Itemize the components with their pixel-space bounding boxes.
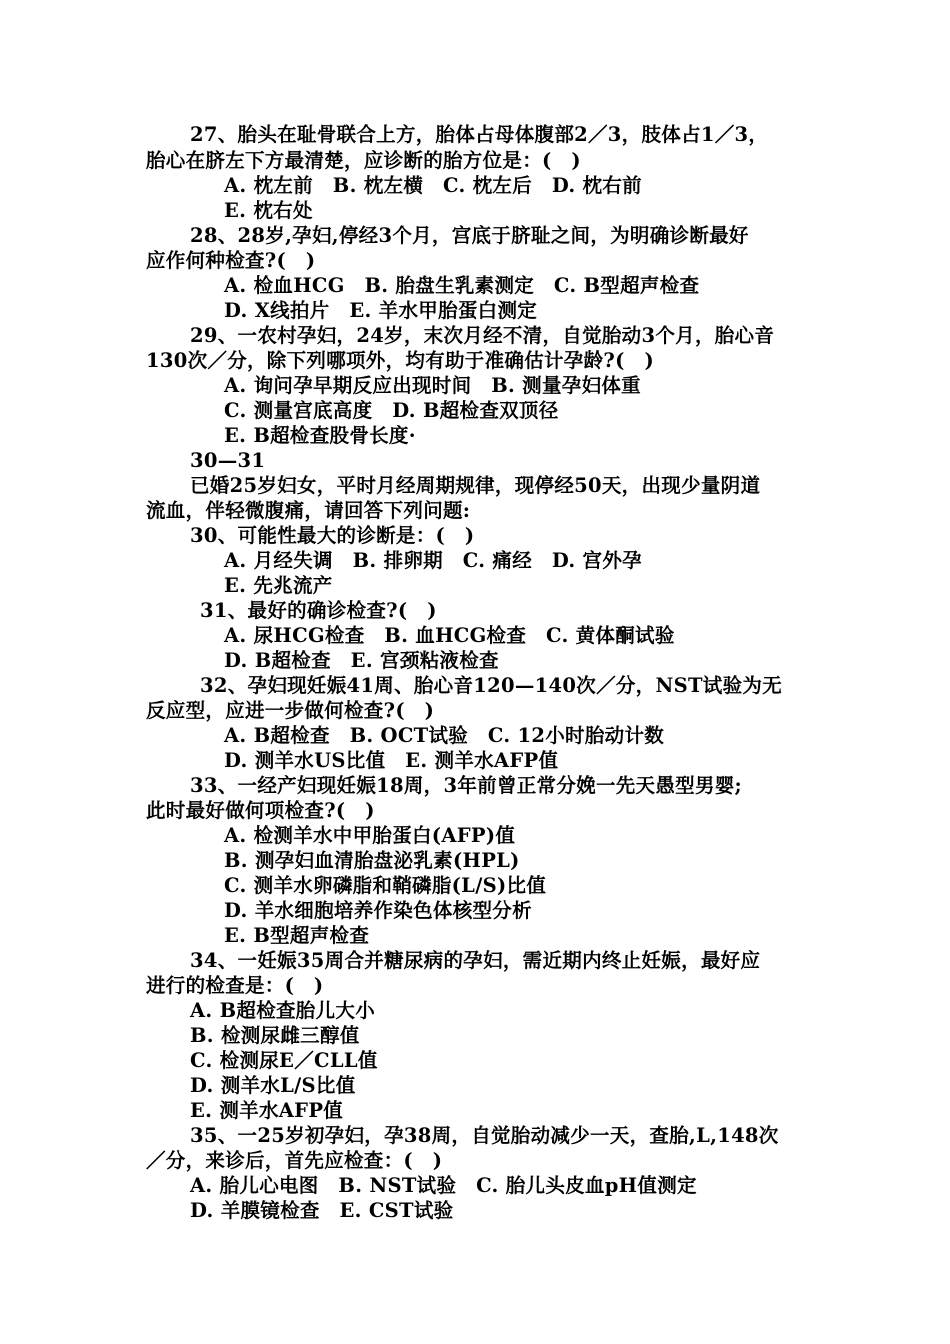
group-30-31-stem-line-1: 已婚25岁妇女，平时月经周期规律，现停经50天，出现少量阴道	[190, 474, 761, 497]
q30-options-a-d: A. 月经失调 B. 排卵期 C. 痛经 D. 宫外孕	[224, 549, 642, 572]
q35-options-d-e: D. 羊膜镜检查 E. CST试验	[190, 1199, 454, 1222]
q35-line-1: 35、一25岁初孕妇，孕38周，自觉胎动减少一天，查胎,L,148次	[190, 1124, 779, 1147]
q30-option-e: E. 先兆流产	[224, 574, 333, 597]
q34-option-b: B. 检测尿雌三醇值	[190, 1024, 360, 1047]
q34-line-1: 34、一妊娠35周合并糖尿病的孕妇，需近期内终止妊娠，最好应	[190, 949, 761, 972]
q28-line-2: 应作何种检查?( )	[146, 249, 316, 272]
q33-line-1: 33、一经产妇现妊娠18周，3年前曾正常分娩一先天愚型男婴;	[190, 774, 743, 797]
q28-options-a-c: A. 检血HCG B. 胎盘生乳素测定 C. B型超声检查	[224, 274, 700, 297]
q32-options-a-c: A. B超检查 B. OCT试验 C. 12小时胎动计数	[224, 724, 665, 747]
q30-line-1: 30、可能性最大的诊断是：( )	[190, 524, 475, 547]
q27-options-a-d: A. 枕左前 B. 枕左横 C. 枕左后 D. 枕右前	[224, 174, 642, 197]
q27-line-2: 胎心在脐左下方最清楚，应诊断的胎方位是：( )	[146, 149, 581, 172]
q32-options-d-e: D. 测羊水US比值 E. 测羊水AFP值	[224, 749, 559, 772]
q29-options-a-b: A. 询问孕早期反应出现时间 B. 测量孕妇体重	[224, 374, 641, 397]
q29-options-c-d: C. 测量宫底高度 D. B超检查双顶径	[224, 399, 559, 422]
q29-line-2: 130次／分，除下列哪项外，均有助于准确估计孕龄?( )	[146, 349, 654, 372]
q31-options-a-c: A. 尿HCG检查 B. 血HCG检查 C. 黄体酮试验	[224, 624, 675, 647]
q32-line-2: 反应型，应进一步做何检查?( )	[146, 699, 435, 722]
q34-line-2: 进行的检查是：( )	[146, 974, 324, 997]
q35-line-2: ／分，来诊后，首先应检查：( )	[146, 1149, 443, 1172]
group-30-31-heading: 30—31	[190, 449, 266, 472]
q28-line-1: 28、28岁,孕妇,停经3个月，宫底于脐耻之间，为明确诊断最好	[190, 224, 749, 247]
q32-line-1: 32、孕妇现妊娠41周、胎心音120—140次／分，NST试验为无	[200, 674, 782, 697]
q29-option-e: E. B超检查股骨长度·	[224, 424, 416, 447]
q34-option-a: A. B超检查胎儿大小	[190, 999, 375, 1022]
q28-options-d-e: D. X线拍片 E. 羊水甲胎蛋白测定	[224, 299, 538, 322]
q33-option-d: D. 羊水细胞培养作染色体核型分析	[224, 899, 532, 922]
q33-option-c: C. 测羊水卵磷脂和鞘磷脂(L/S)比值	[224, 874, 547, 897]
q29-line-1: 29、一农村孕妇，24岁，末次月经不清，自觉胎动3个月，胎心音	[190, 324, 775, 347]
q33-option-b: B. 测孕妇血清胎盘泌乳素(HPL)	[224, 849, 520, 872]
group-30-31-stem-line-2: 流血，伴轻微腹痛，请回答下列问题:	[146, 499, 471, 522]
q27-line-1: 27、胎头在耻骨联合上方，胎体占母体腹部2／3，肢体占1／3，	[190, 123, 769, 146]
q31-line-1: 31、最好的确诊检查?( )	[200, 599, 437, 622]
q31-options-d-e: D. B超检查 E. 宫颈粘液检查	[224, 649, 499, 672]
q34-option-d: D. 测羊水L/S比值	[190, 1074, 356, 1097]
q34-option-c: C. 检测尿E／CLL值	[190, 1049, 378, 1072]
q34-option-e: E. 测羊水AFP值	[190, 1099, 344, 1122]
q33-line-2: 此时最好做何项检查?( )	[146, 799, 375, 822]
q33-option-e: E. B型超声检查	[224, 924, 370, 947]
q35-options-a-c: A. 胎儿心电图 B. NST试验 C. 胎儿头皮血pH值测定	[190, 1174, 697, 1197]
q27-option-e: E. 枕右处	[224, 199, 313, 222]
q33-option-a: A. 检测羊水中甲胎蛋白(AFP)值	[224, 824, 516, 847]
